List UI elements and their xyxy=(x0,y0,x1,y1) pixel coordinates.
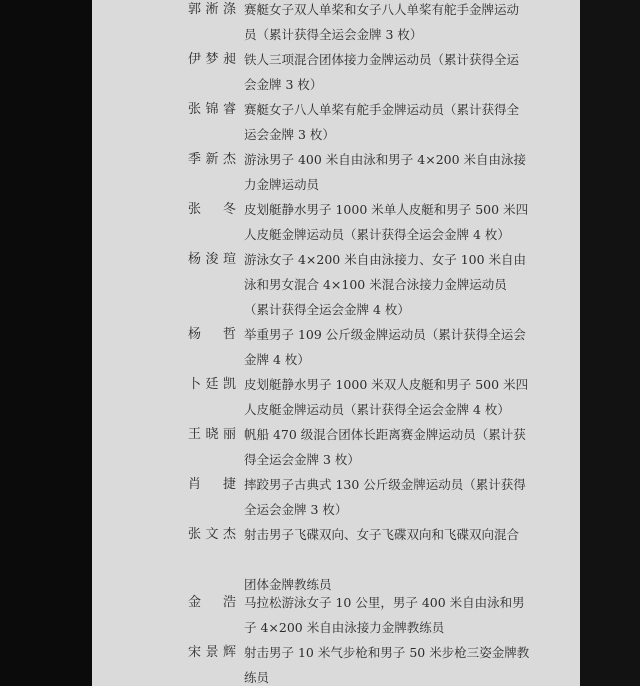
recipient-name: 卜廷凯 xyxy=(188,377,236,392)
description-line: 举重男子 109 公斤级金牌运动员（累计获得全运会 xyxy=(244,327,526,342)
description-line xyxy=(244,547,554,572)
description-line: 员（累计获得全运会金牌 3 枚） xyxy=(244,27,423,42)
recipient-name: 张 冬 xyxy=(188,202,236,217)
description-line: 得全运会金牌 3 枚） xyxy=(244,452,360,467)
description-line: 运会金牌 3 枚） xyxy=(244,127,335,142)
recipient-name: 张文杰 xyxy=(188,527,236,542)
description-line: 人皮艇金牌运动员（累计获得全运会金牌 4 枚） xyxy=(244,402,510,417)
description-line: 泳和男女混合 4×100 米混合泳接力金牌运动员 xyxy=(244,277,507,292)
award-description xyxy=(244,522,554,597)
award-description xyxy=(244,147,554,197)
description-line: 皮划艇静水男子 1000 米单人皮艇和男子 500 米四 xyxy=(244,202,529,217)
description-line: 会金牌 3 枚） xyxy=(244,77,323,92)
award-description xyxy=(244,247,554,322)
description-line: 马拉松游泳女子 10 公里，男子 400 米自由泳和男 xyxy=(244,595,525,610)
document-page[interactable] xyxy=(92,0,580,686)
award-description xyxy=(244,472,554,522)
description-line: 团体金牌教练员 xyxy=(244,577,332,592)
recipient-name: 伊梦昶 xyxy=(188,52,236,67)
recipient-name: 金 浩 xyxy=(188,595,236,610)
description-line: 子 4×200 米自由泳接力金牌教练员 xyxy=(244,620,445,635)
award-description xyxy=(244,372,554,422)
recipient-name: 肖 捷 xyxy=(188,477,236,492)
award-description xyxy=(244,0,554,47)
description-line: 人皮艇金牌运动员（累计获得全运会金牌 4 枚） xyxy=(244,227,510,242)
recipient-name: 郭淅涤 xyxy=(188,2,236,17)
award-description xyxy=(244,197,554,247)
recipient-name: 季新杰 xyxy=(188,152,236,167)
description-line: 游泳女子 4×200 米自由泳接力、女子 100 米自由 xyxy=(244,252,527,267)
description-line: 帆船 470 级混合团体长距离赛金牌运动员（累计获 xyxy=(244,427,526,442)
award-description xyxy=(244,640,554,686)
award-description xyxy=(244,47,554,97)
description-line: 赛艇女子双人单桨和女子八人单桨有舵手金牌运动 xyxy=(244,2,520,17)
description-line: 铁人三项混合团体接力金牌运动员（累计获得全运 xyxy=(244,52,520,67)
description-line: 力金牌运动员 xyxy=(244,177,320,192)
award-description xyxy=(244,422,554,472)
award-description xyxy=(244,97,554,147)
description-line: 练员 xyxy=(244,670,270,685)
description-line: 摔跤男子古典式 130 公斤级金牌运动员（累计获得 xyxy=(244,477,526,492)
award-description xyxy=(244,590,554,640)
description-line: 全运会金牌 3 枚） xyxy=(244,502,348,517)
award-description xyxy=(244,322,554,372)
description-line: 赛艇女子八人单桨有舵手金牌运动员（累计获得全 xyxy=(244,102,520,117)
recipient-name: 宋景辉 xyxy=(188,645,236,660)
recipient-name: 张锦睿 xyxy=(188,102,236,117)
description-line: （累计获得全运会金牌 4 枚） xyxy=(244,302,410,317)
recipient-name: 杨浚瑄 xyxy=(188,252,236,267)
viewer-background-left xyxy=(0,0,92,686)
description-line: 射击男子飞碟双向、女子飞碟双向和飞碟双向混合 xyxy=(244,527,520,542)
recipient-name: 杨 哲 xyxy=(188,327,236,342)
description-line: 游泳男子 400 米自由泳和男子 4×200 米自由泳接 xyxy=(244,152,527,167)
description-line: 射击男子 10 米气步枪和男子 50 米步枪三姿金牌教 xyxy=(244,645,530,660)
viewer-background-right xyxy=(580,0,640,686)
description-line: 金牌 4 枚） xyxy=(244,352,310,367)
description-line: 皮划艇静水男子 1000 米双人皮艇和男子 500 米四 xyxy=(244,377,529,392)
recipient-name: 王晓丽 xyxy=(188,427,236,442)
